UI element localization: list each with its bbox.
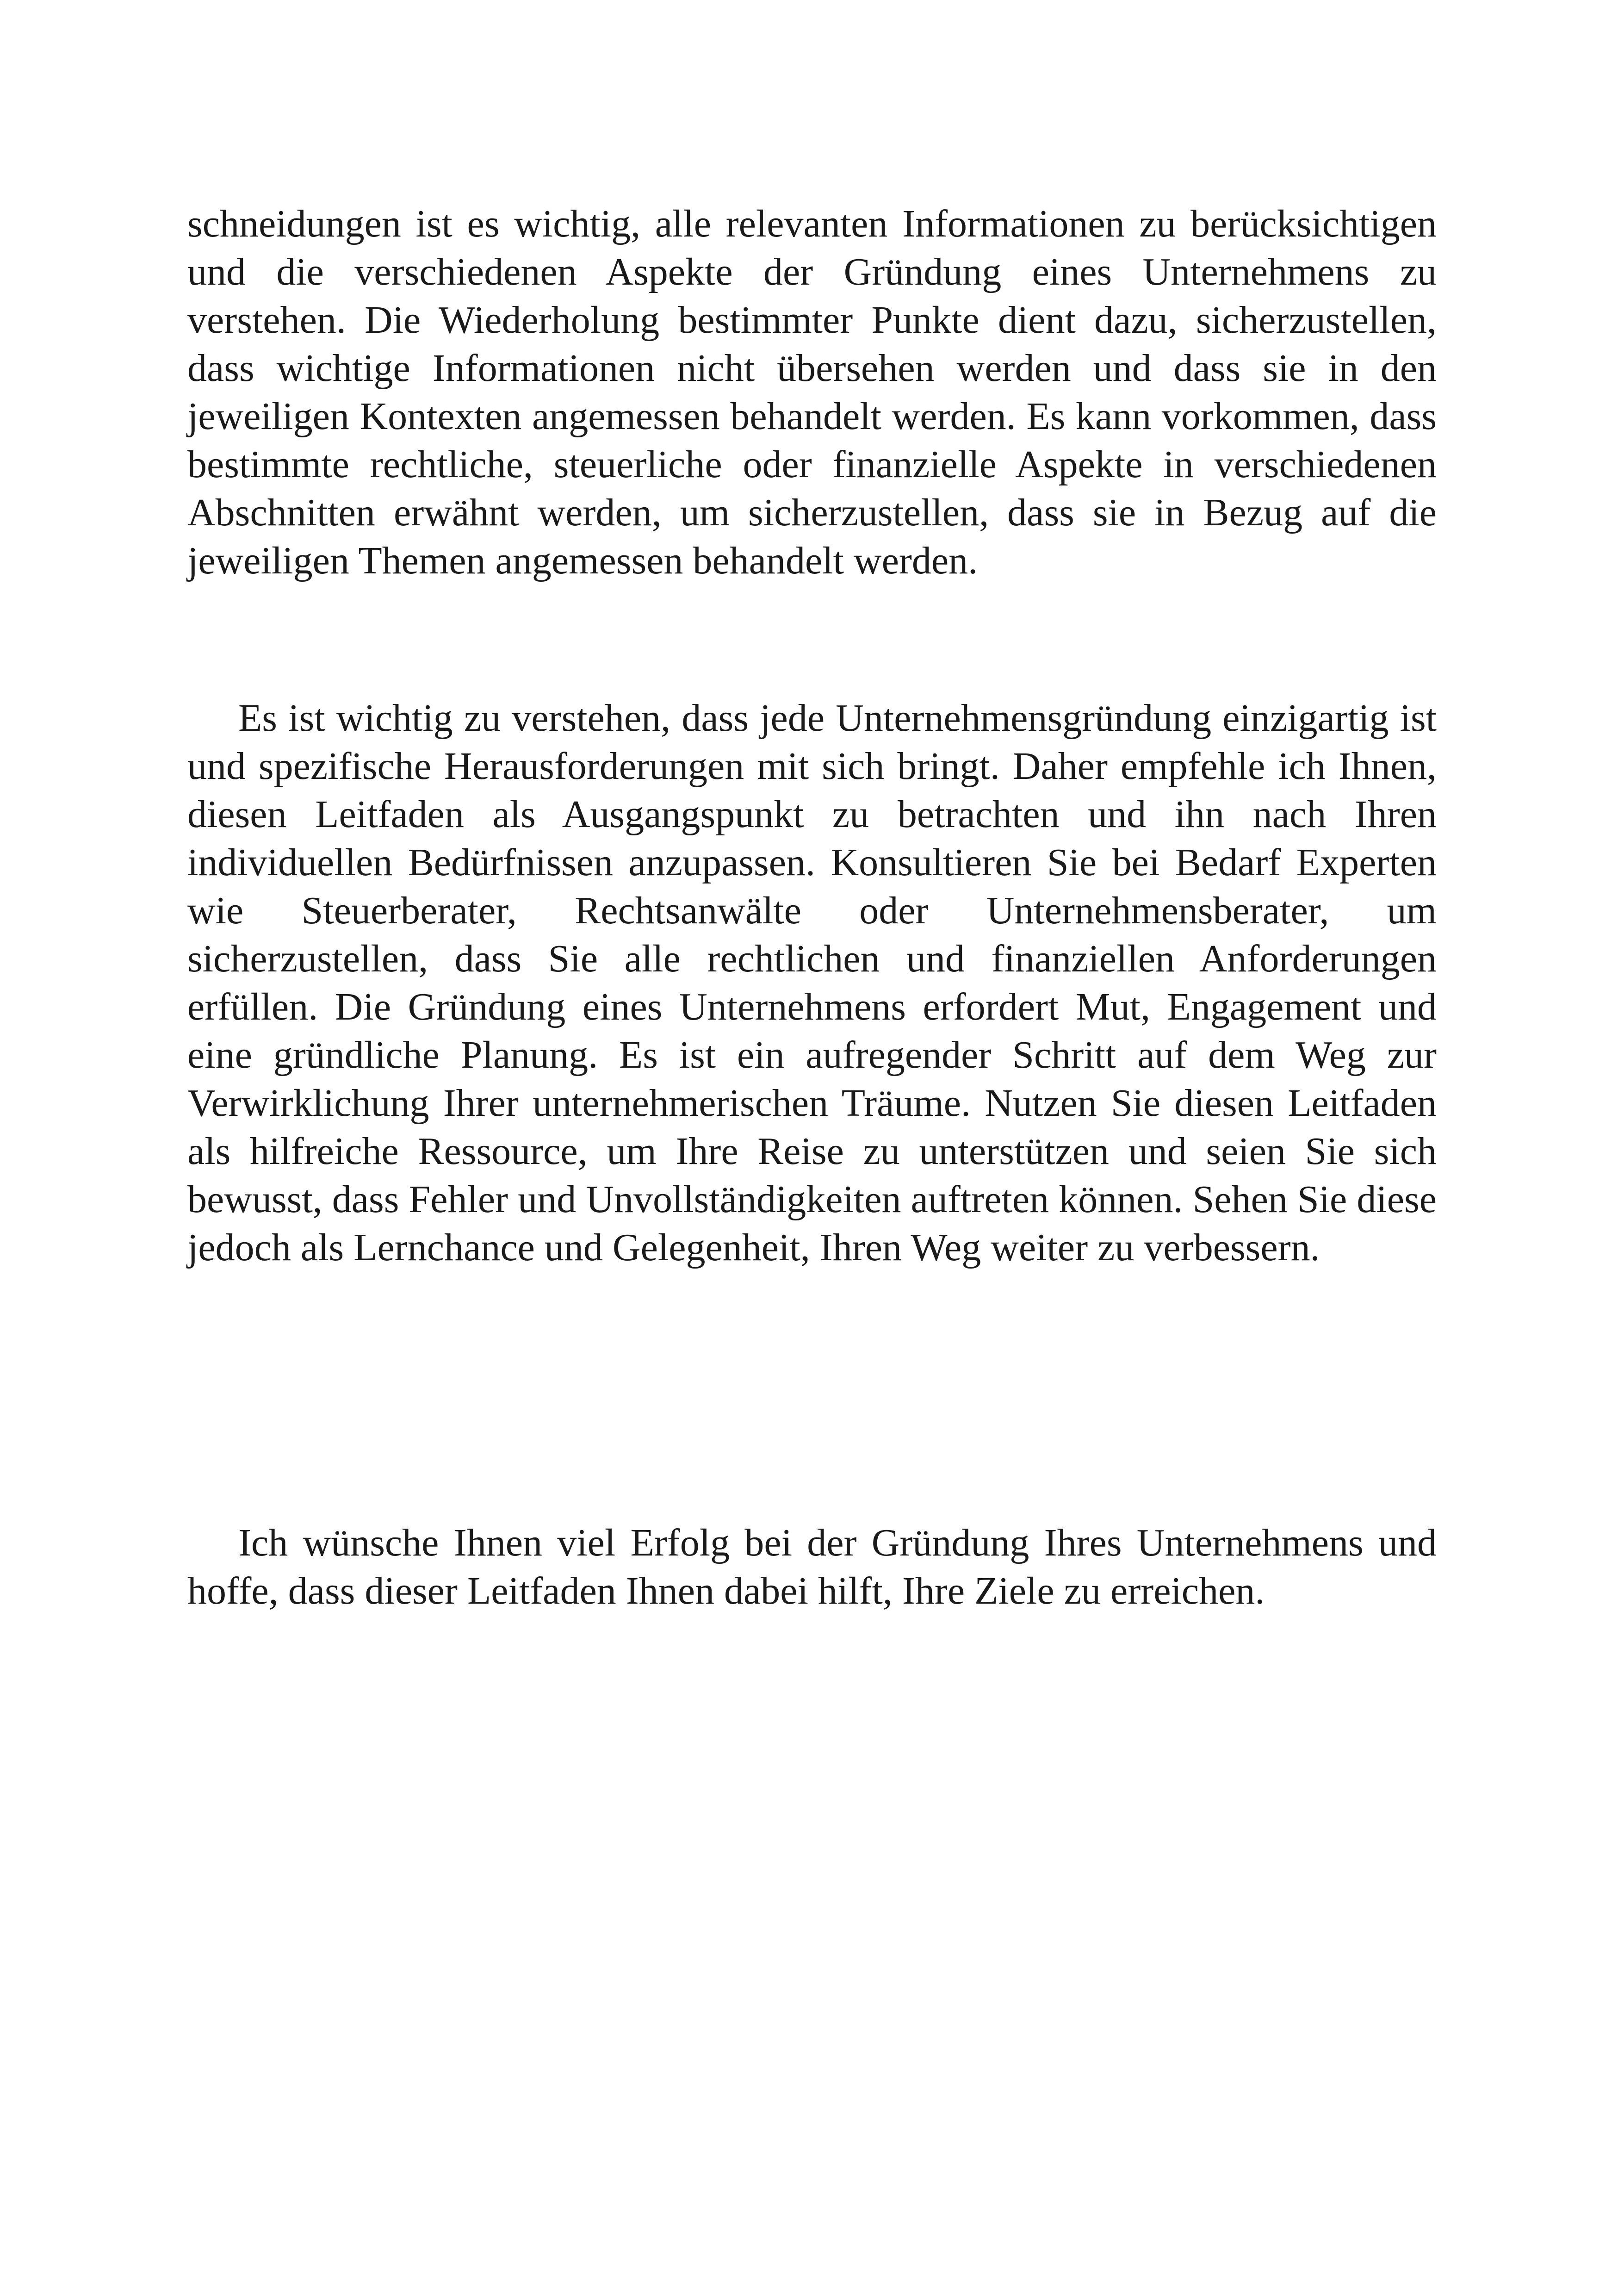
paragraph-text: Es ist wichtig zu verstehen, dass jede Unternehmensgründung einzigartig ist und spezifische Herausforderungen mit sich bringt. Daher empfehle ich Ihnen, diesen Leitfaden als Ausgangspunkt zu betrachten und ihn nach Ihren individuellen Bedürfnissen anzupassen. Konsultieren Sie bei Bedarf Experten wie Steuerberater, Rechtsanwälte oder Unternehmensberater, um sicherzustellen, dass Sie alle rechtlichen und finanziellen Anforderungen erfüllen. Die Gründung eines Unternehmens erfordert Mut, Engagement und eine gründliche Planung. Es ist ein aufregender Schritt auf dem Weg zur Verwirklichung Ihrer unternehmerischen Träume. Nutzen Sie diesen Leitfaden als hilfreiche Ressource, um Ihre Reise zu unterstützen und seien Sie sich bewusst, dass Fehler und Unvollständigkeiten auftreten können. Sehen Sie diese jedoch als Lernchance und Gelegenheit, Ihren Weg weiter zu verbessern. [187,697,1437,1269]
paragraph-text: schneidungen ist es wichtig, alle relevanten Informationen zu berücksichtigen und die verschiedenen Aspekte der Gründung eines Unternehmens zu verstehen. Die Wiederholung bestimmter Punkte dient dazu, sicherzustellen, dass wichtige Informationen nicht übersehen werden und dass sie in den jeweiligen Kontexten angemessen behandelt werden. Es kann vorkommen, dass bestimmte rechtliche, steuerliche oder finanzielle Aspekte in verschiedenen Abschnitten erwähnt werden, um sicherzustellen, dass sie in Bezug auf die jeweiligen Themen angemessen behandelt werden. [187,202,1437,582]
paragraph-1 [187,200,1437,585]
paragraph-2 [187,694,1437,1272]
paragraph-3 [187,1519,1437,1615]
paragraph-text: Ich wünsche Ihnen viel Erfolg bei der Gründung Ihres Unternehmens und hoffe, dass dieser Leitfaden Ihnen dabei hilft, Ihre Ziele zu erreichen. [187,1521,1437,1612]
